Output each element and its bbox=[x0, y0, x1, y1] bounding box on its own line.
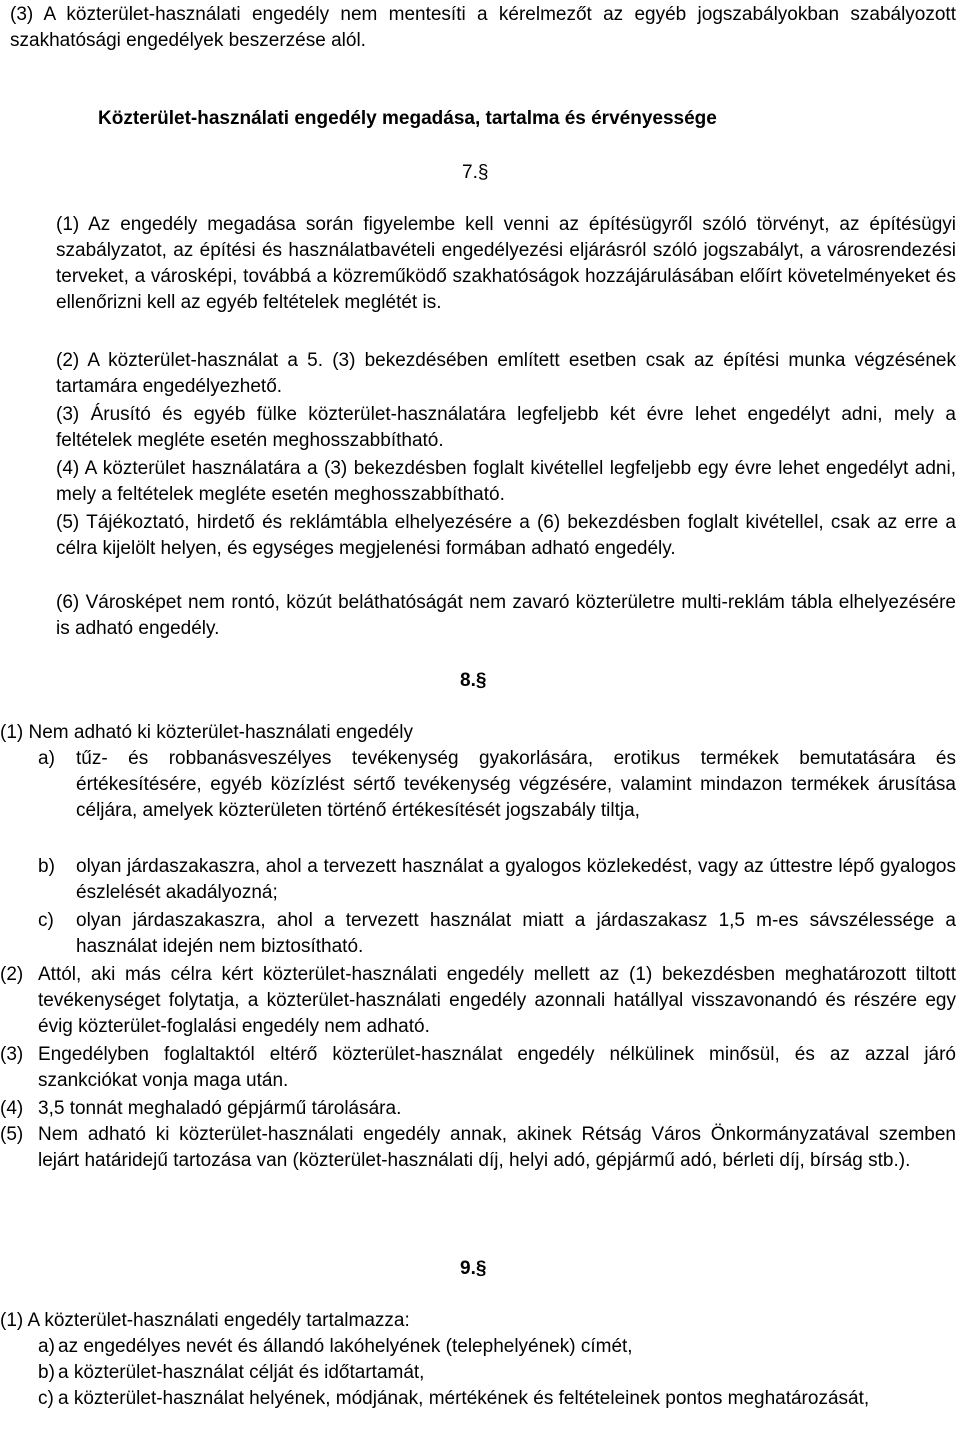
item-text: olyan járdaszakaszra, ahol a tervezett használat miatt a járdaszakasz 1,5 m-es sávszélessége a használat idején nem biztosítható. bbox=[76, 910, 956, 957]
item-label: c) bbox=[38, 910, 54, 931]
paragraph-label: (3) bbox=[0, 1044, 24, 1065]
section-8-paragraph-1-lead: (1) Nem adható ki közterület-használati engedély bbox=[0, 722, 413, 743]
section-8-paragraph-3 bbox=[0, 1042, 956, 1094]
item-text: tűz- és robbanásveszélyes tevékenység gyakorlására, erotikus termékek bemutatására és értékesítésére, egyéb közízlést sértő tevékenység végzésére, valamint mindazon termékek árusítása céljára, amelyek közterületen történő értékesítését jogszabály tiltja, bbox=[76, 748, 956, 821]
paragraph-text: Nem adható ki közterület-használati engedély annak, akinek Rétság Város Önkormányzatával szemben lejárt határidejű tartozása van (közterület-használati díj, helyi adó, gépjármű adó, bérleti díj, bírság stb.). bbox=[38, 1124, 956, 1171]
section-8-title: 8.§ bbox=[460, 670, 487, 691]
paragraph-label: (4) bbox=[0, 1098, 24, 1119]
paragraph-text: Attól, aki más célra kért közterület-használati engedély mellett az (1) bekezdésben meghatározott tiltott tevékenységet folytatja, a közterület-használati engedély azonnali hatállyal visszavonandó és részére egy évig közterület-foglalási engedély nem adható. bbox=[38, 964, 956, 1037]
item-text: az engedélyes nevét és állandó lakóhelyének (telephelyének) címét, bbox=[58, 1336, 633, 1357]
section-9-item-a bbox=[38, 1334, 956, 1360]
section-9-item-c bbox=[38, 1386, 956, 1412]
item-label: b) bbox=[38, 856, 55, 877]
item-label: a) bbox=[38, 748, 55, 769]
section-8-item-b bbox=[38, 854, 956, 906]
item-label: c) bbox=[38, 1388, 54, 1409]
item-text: olyan járdaszakaszra, ahol a tervezett használat a gyalogos közlekedést, vagy az úttestre lépő gyalogos észlelését akadályozná; bbox=[76, 856, 956, 903]
section-8-item-a bbox=[38, 746, 956, 824]
section-7-paragraph-6: (6) Városképet nem rontó, közút beláthatóságát nem zavaró közterületre multi-reklám tábla elhelyezésére is adható engedély. bbox=[56, 592, 956, 639]
paragraph-label: (5) bbox=[0, 1124, 24, 1145]
section-7-paragraph-2: (2) A közterület-használat a 5. (3) bekezdésében említett esetben csak az építési munka végzésének tartamára engedélyezhető. bbox=[56, 350, 956, 397]
paragraph-label: (2) bbox=[0, 964, 24, 985]
section-8-paragraph-2 bbox=[0, 962, 956, 1040]
intro-paragraph-3: (3) A közterület-használati engedély nem mentesíti a kérelmezőt az egyéb jogszabályokban szabályozott szakhatósági engedélyek beszerzése alól. bbox=[10, 4, 956, 51]
item-label: b) bbox=[38, 1362, 55, 1383]
item-label: a) bbox=[38, 1336, 55, 1357]
item-text: a közterület-használat célját és időtartamát, bbox=[58, 1362, 425, 1383]
section-9-paragraph-1-lead: (1) A közterület-használati engedély tartalmazza: bbox=[0, 1310, 410, 1331]
section-9-item-b bbox=[38, 1360, 956, 1386]
section-heading: Közterület-használati engedély megadása, tartalma és érvényessége bbox=[98, 108, 717, 129]
item-text: a közterület-használat helyének, módjának, mértékének és feltételeinek pontos meghatározását, bbox=[58, 1388, 870, 1409]
section-7-paragraph-5: (5) Tájékoztató, hirdető és reklámtábla elhelyezésére a (6) bekezdésben foglalt kivétellel, csak az erre a célra kijelölt helyen, és egységes megjelenési formában adható engedély. bbox=[56, 512, 956, 559]
section-7-paragraph-4: (4) A közterület használatára a (3) bekezdésben foglalt kivétellel legfeljebb egy évre lehet engedélyt adni, mely a feltételek megléte esetén meghosszabbítható. bbox=[56, 458, 956, 505]
section-8-paragraph-4 bbox=[0, 1096, 956, 1122]
section-8-item-c bbox=[38, 908, 956, 960]
section-7-paragraph-3: (3) Árusító és egyéb fülke közterület-használatára legfeljebb két évre lehet engedélyt adni, mely a feltételek megléte esetén meghosszabbítható. bbox=[56, 404, 956, 451]
section-7-title: 7.§ bbox=[462, 162, 489, 183]
paragraph-text: 3,5 tonnát meghaladó gépjármű tárolására. bbox=[38, 1098, 402, 1119]
section-8-paragraph-5 bbox=[0, 1122, 956, 1174]
section-9-title: 9.§ bbox=[460, 1258, 487, 1279]
section-7-paragraph-1: (1) Az engedély megadása során figyelembe kell venni az építésügyről szóló törvényt, az építésügyi szabályzatot, az építési és használatbavételi engedélyezési eljárásról szóló jogszabályt, a városrendezési terveket, a városképi, továbbá a közreműködő szakhatóságok hozzájárulásában előírt követelményeket és ellenőrizni kell az egyéb feltételek meglétét is. bbox=[56, 214, 956, 313]
paragraph-text: Engedélyben foglaltaktól eltérő közterület-használat engedély nélkülinek minősül, és az azzal járó szankciókat vonja maga után. bbox=[38, 1044, 956, 1091]
